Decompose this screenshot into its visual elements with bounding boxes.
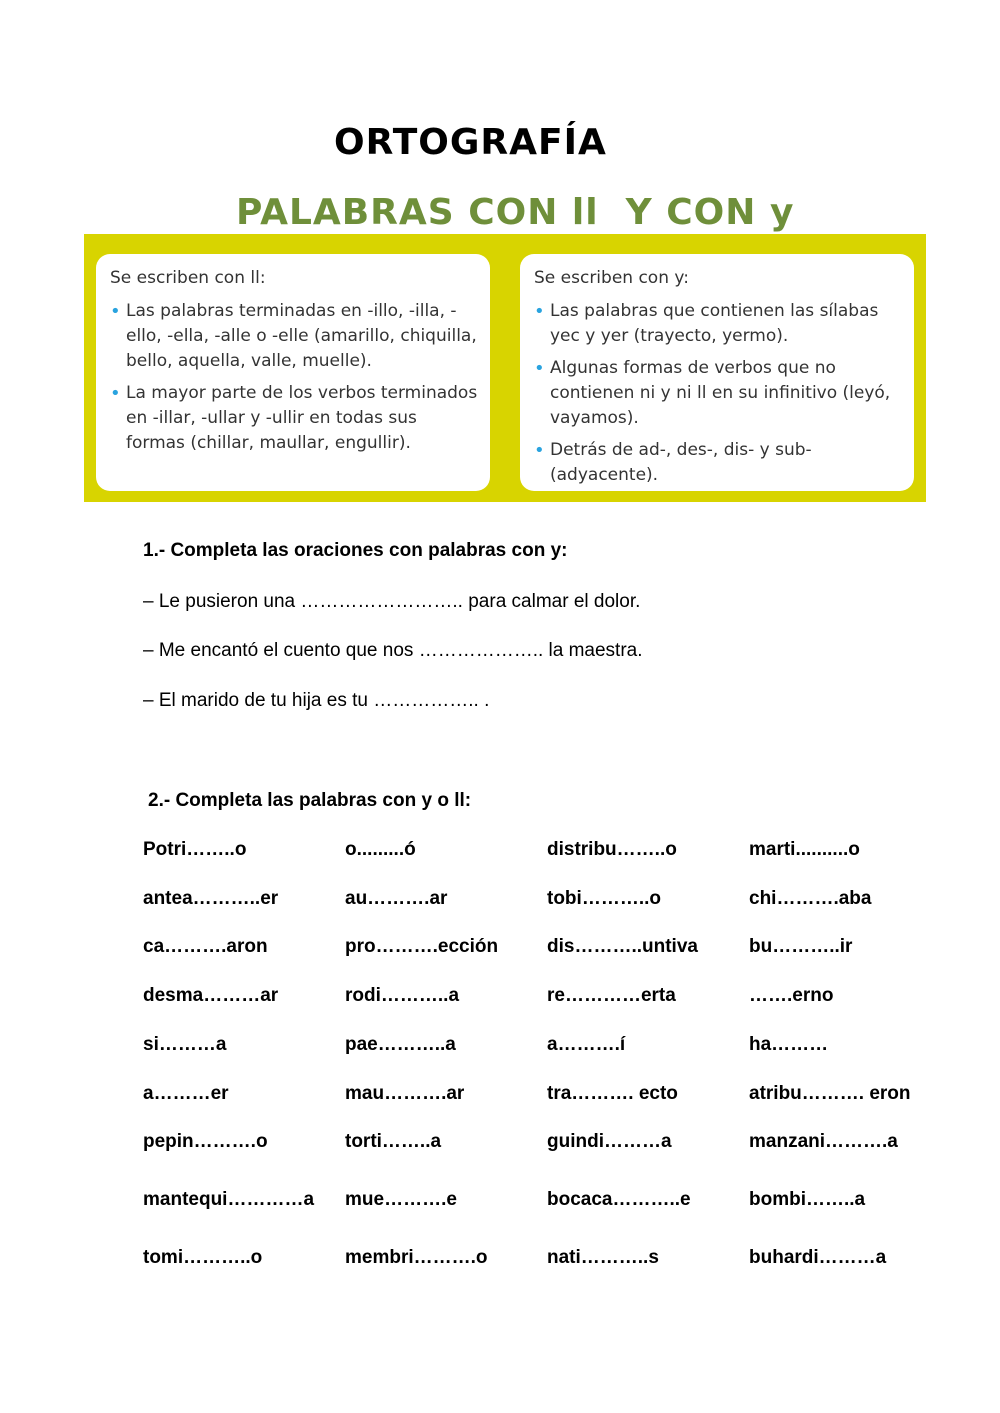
exercise2-title: 2.- Completa las palabras con y o ll: bbox=[148, 790, 472, 811]
fill-word[interactable]: pro……….ección bbox=[345, 936, 499, 957]
rule-item: • Detrás de ad-, des-, dis- y sub- (adyacente). bbox=[534, 440, 812, 485]
fill-word[interactable]: mau……….ar bbox=[345, 1083, 465, 1104]
fill-word[interactable]: atribu………. eron bbox=[749, 1083, 911, 1104]
fill-word[interactable]: mue……….e bbox=[345, 1189, 457, 1210]
fill-word[interactable]: nati………..s bbox=[547, 1247, 659, 1268]
fill-word[interactable]: a………er bbox=[143, 1083, 229, 1104]
exercise1-sentence[interactable]: – Le pusieron una …………………….. para calmar el dolor. bbox=[143, 591, 641, 612]
bullet-icon: • bbox=[534, 301, 545, 322]
fill-word[interactable]: chi……….aba bbox=[749, 888, 872, 909]
page-title: ORTOGRAFÍA bbox=[334, 122, 607, 163]
rule-item: • Las palabras que contienen las sílabas yec y yer (trayecto, yermo). bbox=[534, 301, 879, 346]
rules-card-ll bbox=[96, 254, 490, 491]
fill-word[interactable]: a……….í bbox=[547, 1034, 626, 1055]
exercise1-title: 1.- Completa las oraciones con palabras con y: bbox=[143, 540, 568, 561]
fill-word[interactable]: torti……..a bbox=[345, 1131, 442, 1152]
fill-word[interactable]: …….erno bbox=[749, 985, 834, 1006]
fill-word[interactable]: bocaca………..e bbox=[547, 1189, 691, 1210]
fill-word[interactable]: manzani……….a bbox=[749, 1131, 898, 1152]
fill-word[interactable]: rodi………..a bbox=[345, 985, 460, 1006]
page-subtitle: PALABRAS CON ll Y CON y bbox=[236, 192, 795, 233]
rule-item: • Algunas formas de verbos que no contienen ni y ni ll en su infinitivo (leyó, vayamos). bbox=[534, 358, 891, 428]
fill-word[interactable]: bombi……..a bbox=[749, 1189, 866, 1210]
fill-word[interactable]: bu………..ir bbox=[749, 936, 853, 957]
fill-word[interactable]: o.........ó bbox=[345, 839, 416, 860]
fill-word[interactable]: ca……….aron bbox=[143, 936, 268, 957]
fill-word[interactable]: mantequi…………a bbox=[143, 1189, 315, 1210]
fill-word[interactable]: si………a bbox=[143, 1034, 227, 1055]
bullet-icon: • bbox=[110, 301, 121, 322]
fill-word[interactable]: re…………erta bbox=[547, 985, 676, 1006]
bullet-icon: • bbox=[534, 358, 545, 379]
rule-item: • Las palabras terminadas en -illo, -illa, -ello, -ella, -alle o -elle (amarillo, chiquilla, bello, aquella, valle, muelle). bbox=[110, 301, 477, 371]
fill-word[interactable]: pae………..a bbox=[345, 1034, 456, 1055]
fill-word[interactable]: dis………..untiva bbox=[547, 936, 698, 957]
fill-word[interactable]: tomi………..o bbox=[143, 1247, 263, 1268]
fill-word[interactable]: desma………ar bbox=[143, 985, 279, 1006]
fill-word[interactable]: buhardi………a bbox=[749, 1247, 887, 1268]
fill-word[interactable]: membri……….o bbox=[345, 1247, 488, 1268]
bullet-icon: • bbox=[534, 440, 545, 461]
exercise1-sentence[interactable]: – El marido de tu hija es tu …………….. . bbox=[143, 690, 490, 711]
fill-word[interactable]: pepin……….o bbox=[143, 1131, 268, 1152]
fill-word[interactable]: tra………. ecto bbox=[547, 1083, 678, 1104]
fill-word[interactable]: ha……… bbox=[749, 1034, 829, 1055]
fill-word[interactable]: guindi………a bbox=[547, 1131, 672, 1152]
rules-ll-heading: Se escriben con ll: bbox=[110, 268, 266, 288]
fill-word[interactable]: tobi………..o bbox=[547, 888, 661, 909]
fill-word[interactable]: au……….ar bbox=[345, 888, 448, 909]
fill-word[interactable]: antea………..er bbox=[143, 888, 279, 909]
exercise1-sentence[interactable]: – Me encantó el cuento que nos ……………….. la maestra. bbox=[143, 640, 643, 661]
fill-word[interactable]: distribu……..o bbox=[547, 839, 677, 860]
rules-card-y bbox=[520, 254, 914, 491]
rules-box bbox=[84, 234, 926, 502]
rules-y-heading: Se escriben con y: bbox=[534, 268, 689, 288]
fill-word[interactable]: marti..........o bbox=[749, 839, 860, 860]
rule-item: • La mayor parte de los verbos terminados en -illar, -ullar y -ullir en todas sus formas (chillar, maullar, engullir). bbox=[110, 383, 478, 453]
fill-word[interactable]: Potri……..o bbox=[143, 839, 247, 860]
bullet-icon: • bbox=[110, 383, 121, 404]
